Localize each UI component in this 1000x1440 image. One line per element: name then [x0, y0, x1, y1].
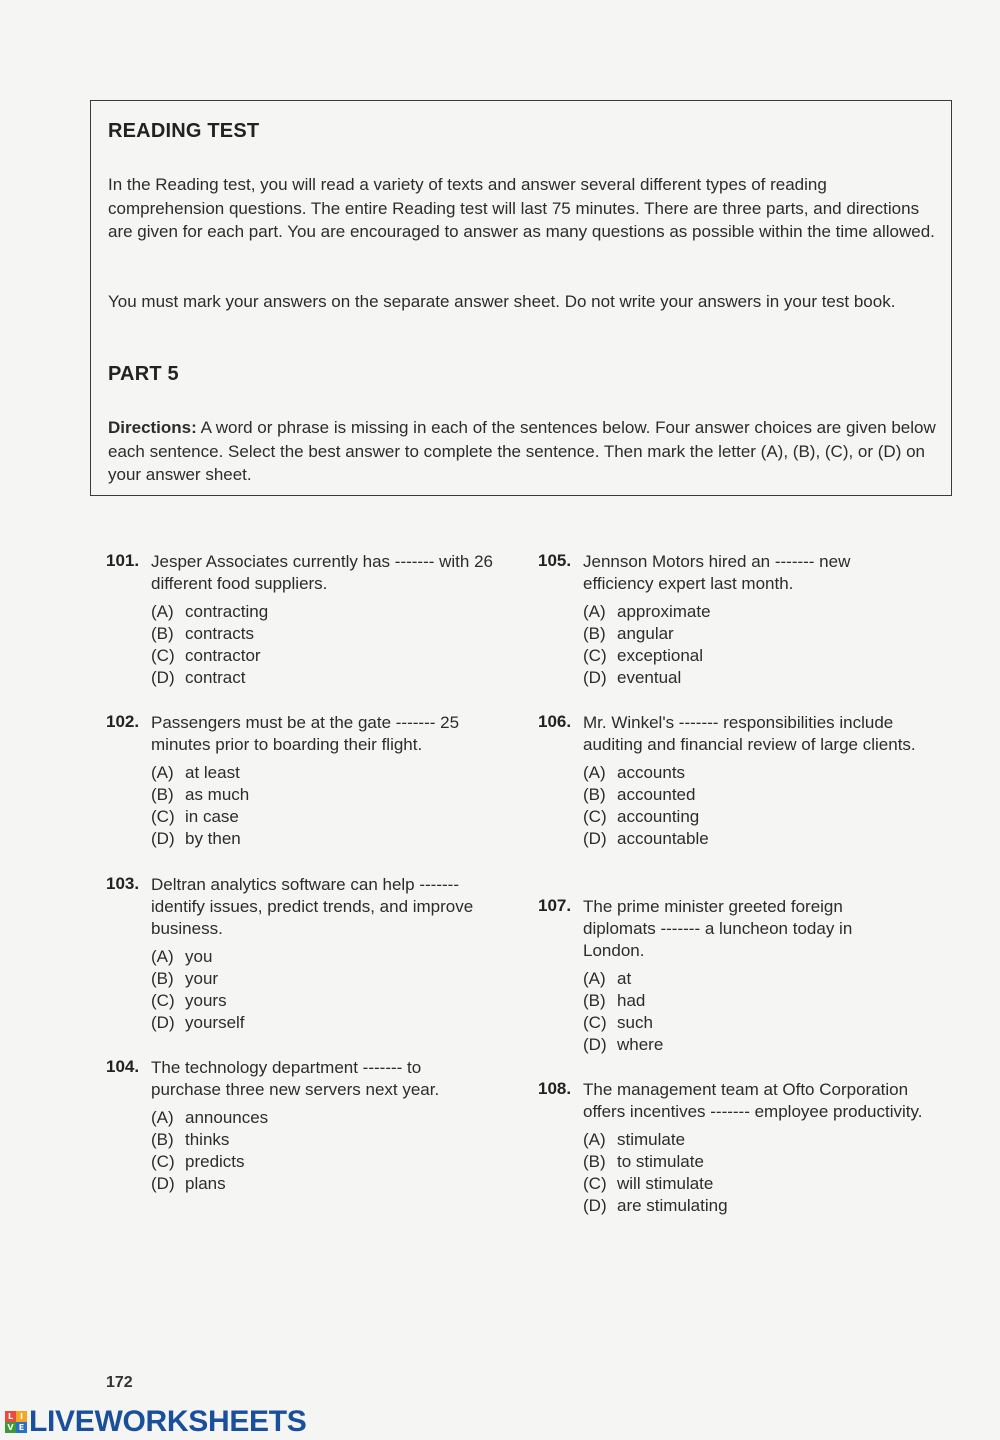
option-text: accounts [617, 763, 686, 782]
answer-option[interactable] [583, 1012, 883, 1034]
option-letter: (D) [583, 829, 607, 848]
option-letter: (B) [583, 991, 606, 1010]
question-number: 102. [106, 712, 140, 731]
answer-option[interactable] [151, 1151, 471, 1173]
logo-letter: E [16, 1422, 27, 1433]
answer-option[interactable] [583, 828, 928, 850]
option-letter: (C) [583, 1013, 607, 1032]
option-letter: (A) [151, 947, 174, 966]
option-letter: (A) [583, 602, 606, 621]
option-text: at [617, 969, 632, 988]
logo-letter: I [16, 1411, 27, 1422]
option-text: such [617, 1013, 653, 1032]
answer-option[interactable] [583, 1034, 883, 1056]
answer-option[interactable] [151, 623, 503, 645]
page-number: 172 [106, 1374, 133, 1391]
option-letter: (D) [151, 1174, 175, 1193]
answer-option[interactable] [151, 601, 503, 623]
answer-option[interactable] [151, 1012, 503, 1034]
option-letter: (C) [151, 991, 175, 1010]
question-text: Passengers must be at the gate ------- 25 minutes prior to boarding their flight. [151, 713, 460, 754]
option-text: accounted [617, 785, 696, 804]
question-number: 106. [538, 712, 572, 731]
answer-option[interactable] [583, 1173, 933, 1195]
option-text: your [185, 969, 219, 988]
option-letter: (C) [151, 1152, 175, 1171]
option-letter: (B) [151, 624, 174, 643]
answer-option[interactable] [151, 990, 503, 1012]
reading-test-intro-paragraph: In the Reading test, you will read a variety of texts and answer several different types of reading comprehension questions. The entire Reading test will last 75 minutes. There are three parts, and directions are given for each part. You are encouraged to answer as many questions as possible within the time allowed. [108, 175, 935, 241]
logo-letter: L [5, 1411, 16, 1422]
directions-paragraph [108, 416, 944, 487]
option-text: yours [185, 991, 227, 1010]
question-text: Jesper Associates currently has ------- with 26 different food suppliers. [151, 552, 493, 593]
liveworksheets-logo[interactable] [5, 1404, 307, 1440]
answer-option[interactable] [151, 806, 481, 828]
question-103 [106, 874, 503, 1034]
option-text: as much [185, 785, 250, 804]
option-letter: (D) [583, 668, 607, 687]
option-letter: (A) [151, 602, 174, 621]
option-letter: (C) [583, 807, 607, 826]
answer-options [583, 968, 883, 1056]
answer-option[interactable] [151, 1173, 471, 1195]
liveworksheets-wordmark: LIVEWORKSHEETS [29, 1405, 307, 1438]
answer-option[interactable] [583, 667, 883, 689]
question-number: 104. [106, 1057, 140, 1076]
option-text: to stimulate [617, 1152, 704, 1171]
option-text: accountable [617, 829, 709, 848]
option-text: predicts [185, 1152, 245, 1171]
answer-options [151, 946, 503, 1034]
part-5-title: PART 5 [108, 363, 179, 385]
option-letter: (A) [583, 763, 606, 782]
question-number: 101. [106, 551, 140, 570]
option-text: angular [617, 624, 674, 643]
answer-options [151, 601, 503, 689]
option-text: had [617, 991, 646, 1010]
answer-option[interactable] [583, 601, 883, 623]
option-letter: (A) [151, 1108, 174, 1127]
question-text: Mr. Winkel's ------- responsibilities include auditing and financial review of large clients. [583, 713, 916, 754]
question-105 [538, 551, 883, 689]
option-text: at least [185, 763, 240, 782]
reading-test-title: READING TEST [108, 120, 260, 142]
option-letter: (B) [151, 785, 174, 804]
option-letter: (A) [583, 1130, 606, 1149]
question-number: 108. [538, 1079, 572, 1098]
answer-option[interactable] [151, 946, 503, 968]
option-text: plans [185, 1174, 226, 1193]
answer-option[interactable] [583, 1195, 933, 1217]
option-text: are stimulating [617, 1196, 728, 1215]
logo-letter: V [5, 1422, 16, 1433]
answer-option[interactable] [151, 784, 481, 806]
answer-option[interactable] [151, 968, 503, 990]
question-108 [538, 1079, 933, 1217]
option-letter: (B) [151, 1130, 174, 1149]
option-text: contract [185, 668, 246, 687]
answer-option[interactable] [583, 806, 928, 828]
option-letter: (D) [151, 1013, 175, 1032]
option-text: you [185, 947, 213, 966]
option-letter: (C) [583, 646, 607, 665]
option-text: approximate [617, 602, 711, 621]
question-text: Jennson Motors hired an ------- new efficiency expert last month. [583, 552, 851, 593]
option-text: accounting [617, 807, 700, 826]
answer-option[interactable] [151, 1107, 471, 1129]
answer-option[interactable] [151, 828, 481, 850]
question-106 [538, 712, 928, 850]
answer-option[interactable] [583, 1129, 933, 1151]
question-text: Deltran analytics software can help ------- identify issues, predict trends, and improve business. [151, 875, 474, 938]
option-text: where [617, 1035, 664, 1054]
option-text: contractor [185, 646, 261, 665]
answer-option[interactable] [583, 623, 883, 645]
option-letter: (B) [583, 785, 606, 804]
answer-option[interactable] [151, 667, 503, 689]
option-text: contracting [185, 602, 269, 621]
question-text: The technology department ------- to purchase three new servers next year. [151, 1058, 440, 1099]
answer-option[interactable] [151, 645, 503, 667]
answer-options [583, 1129, 933, 1217]
answer-options [151, 762, 481, 850]
question-number: 105. [538, 551, 572, 570]
answer-options [151, 1107, 471, 1195]
option-letter: (B) [583, 1152, 606, 1171]
question-104 [106, 1057, 471, 1195]
answer-sheet-paragraph: You must mark your answers on the separate answer sheet. Do not write your answers in your test book. [108, 292, 896, 311]
option-text: eventual [617, 668, 682, 687]
option-text: announces [185, 1108, 269, 1127]
answer-option[interactable] [151, 1129, 471, 1151]
question-number: 103. [106, 874, 140, 893]
answer-option[interactable] [583, 762, 928, 784]
directions-text: A word or phrase is missing in each of the sentences below. Four answer choices are given below each sentence. Select the best answer to complete the sentence. Then mark the letter (A), (B), (C), or (D) on your answer sheet. [108, 418, 936, 484]
answer-option[interactable] [583, 990, 883, 1012]
option-letter: (A) [583, 969, 606, 988]
answer-options [583, 762, 928, 850]
option-text: thinks [185, 1130, 230, 1149]
directions-label: Directions: [108, 418, 197, 437]
option-text: contracts [185, 624, 254, 643]
option-letter: (D) [151, 829, 175, 848]
option-text: will stimulate [617, 1174, 714, 1193]
question-102 [106, 712, 481, 850]
option-text: in case [185, 807, 239, 826]
option-letter: (C) [151, 807, 175, 826]
option-text: yourself [185, 1013, 245, 1032]
option-letter: (D) [583, 1196, 607, 1215]
option-text: exceptional [617, 646, 704, 665]
question-107 [538, 896, 883, 1056]
reading-test-instructions-box [90, 100, 952, 496]
option-text: by then [185, 829, 241, 848]
answer-option[interactable] [583, 968, 883, 990]
question-101 [106, 551, 503, 689]
answer-option[interactable] [583, 784, 928, 806]
question-number: 107. [538, 896, 572, 915]
answer-options [583, 601, 883, 689]
option-letter: (B) [583, 624, 606, 643]
option-text: stimulate [617, 1130, 686, 1149]
option-letter: (A) [151, 763, 174, 782]
option-letter: (D) [583, 1035, 607, 1054]
option-letter: (C) [151, 646, 175, 665]
answer-option[interactable] [151, 762, 481, 784]
question-text: The prime minister greeted foreign diplomats ------- a luncheon today in London. [583, 897, 853, 960]
question-text: The management team at Ofto Corporation offers incentives ------- employee productivity. [583, 1080, 923, 1121]
answer-option[interactable] [583, 645, 883, 667]
option-letter: (B) [151, 969, 174, 988]
liveworksheets-icon [5, 1411, 27, 1433]
option-letter: (C) [583, 1174, 607, 1193]
option-letter: (D) [151, 668, 175, 687]
answer-option[interactable] [583, 1151, 933, 1173]
